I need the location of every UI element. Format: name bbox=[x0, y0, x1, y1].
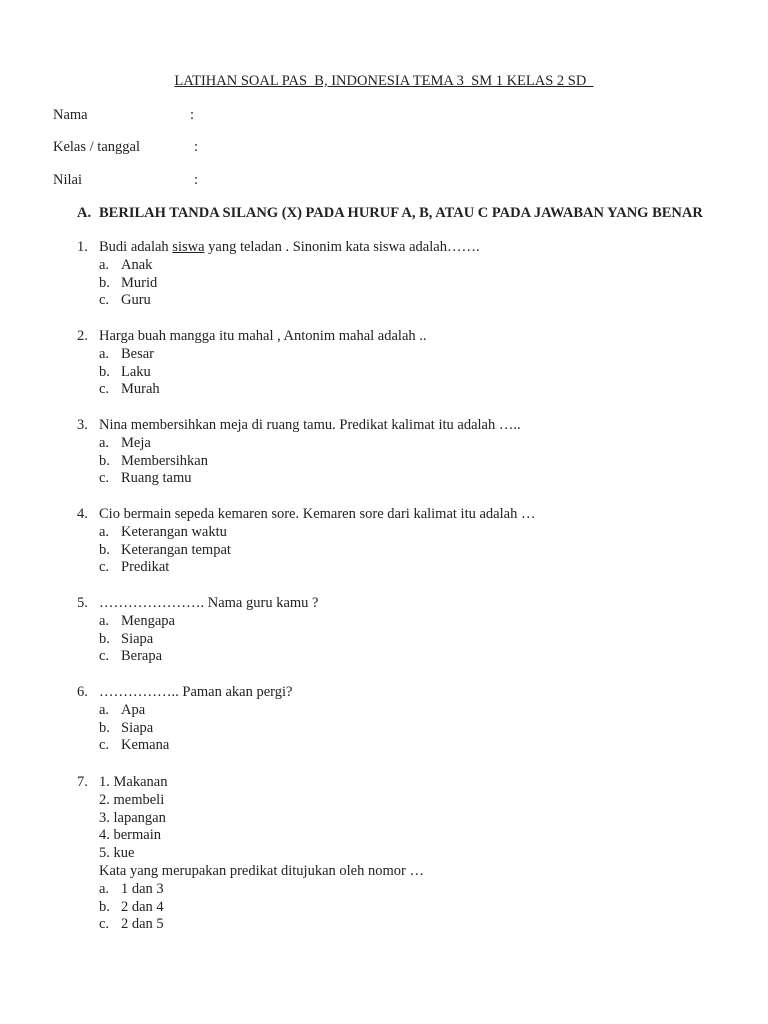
question-1 bbox=[77, 239, 737, 310]
question-3 bbox=[77, 417, 737, 488]
option-b[interactable]: b. 2 dan 4 bbox=[99, 898, 164, 915]
option-b[interactable]: b. Siapa bbox=[99, 630, 154, 647]
question-number: 6. bbox=[77, 684, 88, 700]
list-item: 3. lapangan bbox=[99, 809, 166, 826]
section-letter: A. bbox=[77, 205, 92, 221]
question-number: 1. bbox=[77, 239, 88, 255]
field-label: Nama bbox=[53, 107, 88, 123]
option-b[interactable]: b. Laku bbox=[99, 363, 151, 380]
question-number: 4. bbox=[77, 506, 88, 522]
question-number: 3. bbox=[77, 417, 88, 433]
list-item: 4. bermain bbox=[99, 827, 162, 844]
field-colon: : bbox=[190, 107, 195, 123]
option-c[interactable]: c. Berapa bbox=[99, 648, 163, 665]
question-number: 2. bbox=[77, 328, 88, 344]
field-label: Kelas / tanggal bbox=[53, 139, 140, 155]
page-title: LATIHAN SOAL PAS B, INDONESIA TEMA 3 SM 1 KELAS 2 SD bbox=[174, 73, 594, 89]
question-2 bbox=[77, 328, 737, 399]
question-number: 5. bbox=[77, 595, 88, 611]
option-a[interactable]: a. Anak bbox=[99, 256, 153, 273]
option-a[interactable]: a. Keterangan waktu bbox=[99, 523, 227, 540]
question-4 bbox=[77, 506, 737, 577]
option-c[interactable]: c. Predikat bbox=[99, 559, 170, 576]
option-c[interactable]: c. Guru bbox=[99, 292, 151, 309]
question-text: Kata yang merupakan predikat ditujukan oleh nomor … bbox=[99, 862, 424, 879]
question-6 bbox=[77, 684, 737, 755]
question-7 bbox=[77, 774, 737, 934]
option-b[interactable]: b. Siapa bbox=[99, 719, 154, 736]
question-text: …………………. Nama guru kamu ? bbox=[99, 595, 319, 611]
option-c[interactable]: c. Kemana bbox=[99, 737, 170, 754]
question-text: …………….. Paman akan pergi? bbox=[99, 684, 293, 700]
option-c[interactable]: c. Murah bbox=[99, 381, 160, 398]
option-a[interactable]: a. Meja bbox=[99, 434, 151, 451]
list-item: 5. kue bbox=[99, 845, 135, 862]
option-c[interactable]: c. Ruang tamu bbox=[99, 470, 192, 487]
question-text: Budi adalah siswa yang teladan . Sinonim kata siswa adalah……. bbox=[99, 239, 480, 255]
question-text: Harga buah mangga itu mahal , Antonim mahal adalah .. bbox=[99, 328, 427, 344]
option-b[interactable]: b. Membersihkan bbox=[99, 452, 208, 469]
option-b[interactable]: b. Murid bbox=[99, 274, 158, 291]
list-item: 1. Makanan bbox=[99, 774, 168, 790]
underlined-word: siswa bbox=[172, 239, 205, 255]
list-item: 2. membeli bbox=[99, 791, 165, 808]
option-a[interactable]: a. 1 dan 3 bbox=[99, 880, 164, 897]
question-text: Nina membersihkan meja di ruang tamu. Predikat kalimat itu adalah ….. bbox=[99, 417, 521, 433]
option-a[interactable]: a. Apa bbox=[99, 701, 146, 718]
question-5 bbox=[77, 595, 737, 666]
option-a[interactable]: a. Besar bbox=[99, 345, 155, 362]
option-c[interactable]: c. 2 dan 5 bbox=[99, 916, 164, 933]
section-text: BERILAH TANDA SILANG (X) PADA HURUF A, B, ATAU C PADA JAWABAN YANG BENAR bbox=[99, 205, 703, 221]
field-label: Nilai bbox=[53, 172, 82, 188]
option-a[interactable]: a. Mengapa bbox=[99, 612, 175, 629]
question-text: Cio bermain sepeda kemaren sore. Kemaren sore dari kalimat itu adalah … bbox=[99, 506, 536, 522]
option-b[interactable]: b. Keterangan tempat bbox=[99, 541, 231, 558]
field-colon: : bbox=[194, 172, 199, 188]
field-colon: : bbox=[194, 139, 199, 155]
question-number: 7. bbox=[77, 774, 88, 790]
